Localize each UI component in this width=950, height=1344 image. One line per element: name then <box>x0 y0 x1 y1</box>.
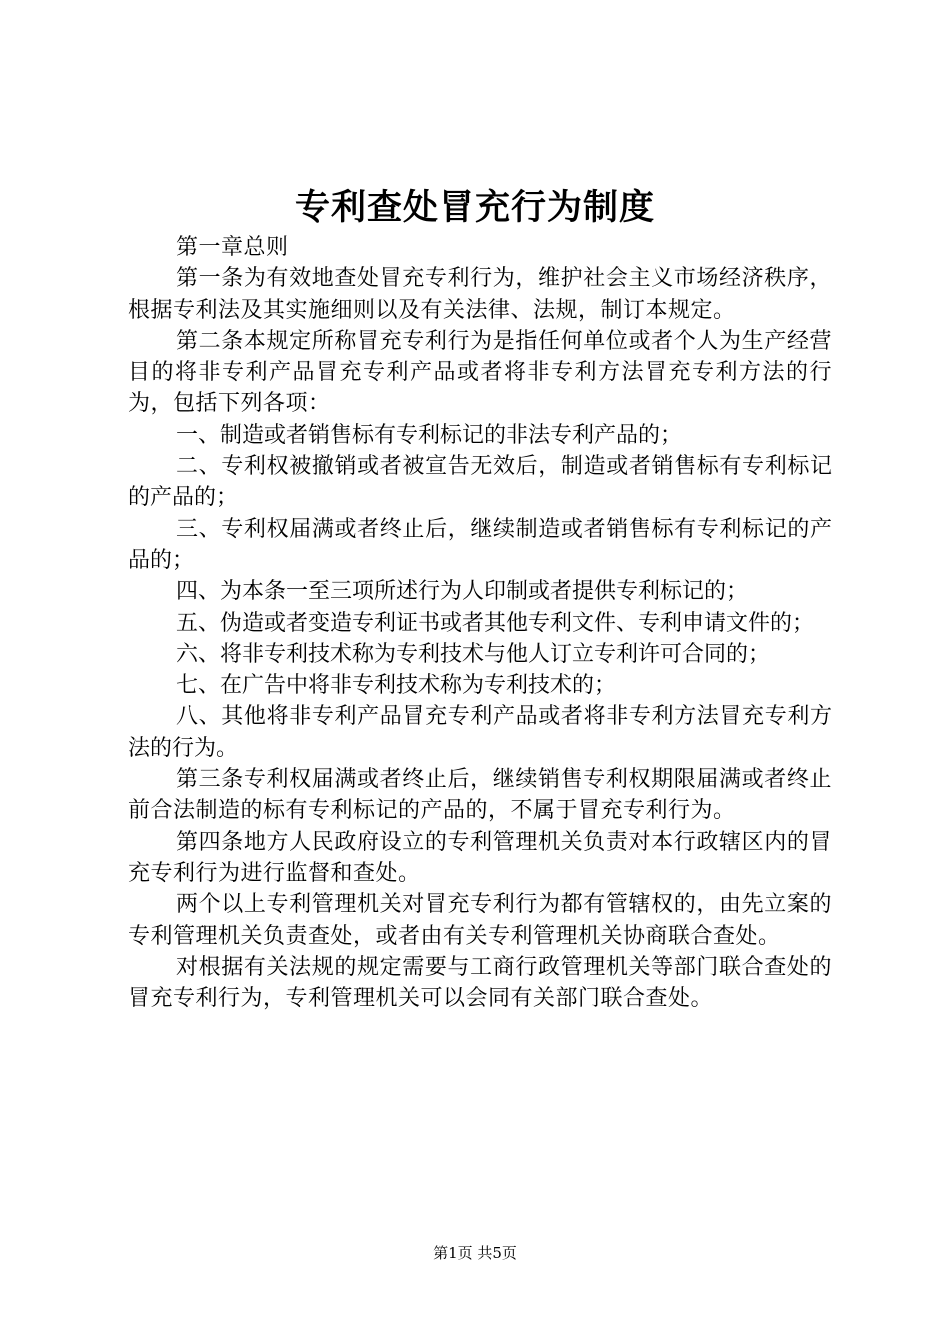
article-2-item-2: 二、专利权被撤销或者被宣告无效后，制造或者销售标有专利标记的产品的； <box>128 454 832 511</box>
article-2-item-4: 四、为本条一至三项所述行为人印制或者提供专利标记的； <box>176 579 749 605</box>
chapter-heading: 第一章总则 <box>176 235 289 260</box>
article-1: 第一条为有效地查处冒充专利行为，维护社会主义市场经济秩序，根据专利法及其实施细则以及有关法律、法规，制订本规定。 <box>128 266 832 323</box>
document-body <box>128 232 832 1014</box>
article-2-item-7: 七、在广告中将非专利技术称为专利技术的； <box>176 673 617 699</box>
article-2-item-8: 八、其他将非专利产品冒充专利产品或者将非专利方法冒充专利方法的行为。 <box>128 704 832 761</box>
article-4: 第四条地方人民政府设立的专利管理机关负责对本行政辖区内的冒充专利行为进行监督和查处。 <box>128 829 832 886</box>
document-title: 专利查处冒充行为制度 <box>294 188 655 228</box>
article-2-item-1: 一、制造或者销售标有专利标记的非法专利产品的； <box>176 422 683 448</box>
article-3: 第三条专利权届满或者终止后，继续销售专利权期限届满或者终止前合法制造的标有专利标记的产品的，不属于冒充专利行为。 <box>128 767 832 824</box>
page-number-footer: 第1页 共5页 <box>433 1244 517 1262</box>
article-4-clause-3: 对根据有关法规的规定需要与工商行政管理机关等部门联合查处的冒充专利行为，专利管理机关可以会同有关部门联合查处。 <box>128 954 832 1012</box>
article-2-item-6: 六、将非专利技术称为专利技术与他人订立专利许可合同的； <box>176 641 771 667</box>
article-4-clause-2: 两个以上专利管理机关对冒充专利行为都有管辖权的，由先立案的专利管理机关负责查处，或者由有关专利管理机关协商联合查处。 <box>128 892 832 949</box>
article-2-item-3: 三、专利权届满或者终止后，继续制造或者销售标有专利标记的产品的； <box>128 516 832 573</box>
article-2-item-5: 五、伪造或者变造专利证书或者其他专利文件、专利申请文件的； <box>176 610 815 636</box>
article-2: 第二条本规定所称冒充专利行为是指任何单位或者个人为生产经营目的将非专利产品冒充专利产品或者将非专利方法冒充专利方法的行为，包括下列各项： <box>128 328 832 417</box>
